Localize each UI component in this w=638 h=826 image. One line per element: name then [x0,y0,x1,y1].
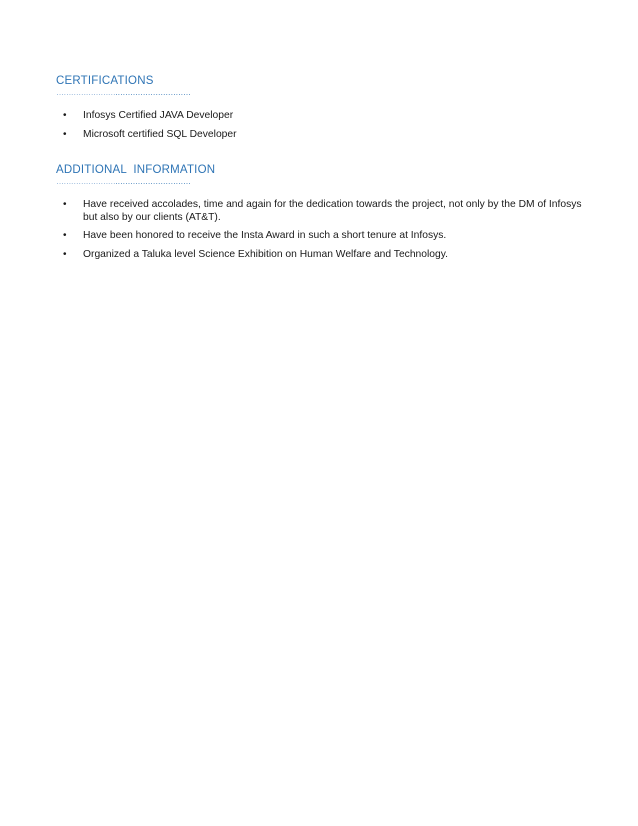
list-item [56,199,586,224]
dotted-rule: …………………….............................. [56,90,191,96]
section-heading-additional-information: ADDITIONAL INFORMATION [56,164,216,176]
dotted-rule: …………………….............................. [56,179,191,185]
bullet-dot-icon: • [63,199,67,210]
list-item-text: Have received accolades, time and again for the dedication towards the project, not only by the DM of Infosys but also by our clients (AT&T). [83,199,582,223]
bullet-dot-icon: • [63,230,67,241]
additional-information-section [56,163,586,267]
list-item-text: Microsoft certified SQL Developer [83,128,237,140]
list-item-text: Organized a Taluka level Science Exhibition on Human Welfare and Technology. [83,248,448,260]
list-item-text: Have been honored to receive the Insta Award in such a short tenure at Infosys. [83,230,447,241]
certifications-section [56,74,586,147]
certifications-list [56,110,586,141]
list-item [56,110,586,123]
bullet-dot-icon: • [63,110,67,121]
bullet-dot-icon: • [63,128,67,140]
list-item [56,230,586,243]
additional-information-list [56,199,586,261]
section-heading-certifications: CERTIFICATIONS [56,75,154,87]
list-item-text: Infosys Certified JAVA Developer [83,110,234,121]
bullet-dot-icon: • [63,248,67,260]
list-item [56,129,586,142]
list-item [56,249,586,262]
